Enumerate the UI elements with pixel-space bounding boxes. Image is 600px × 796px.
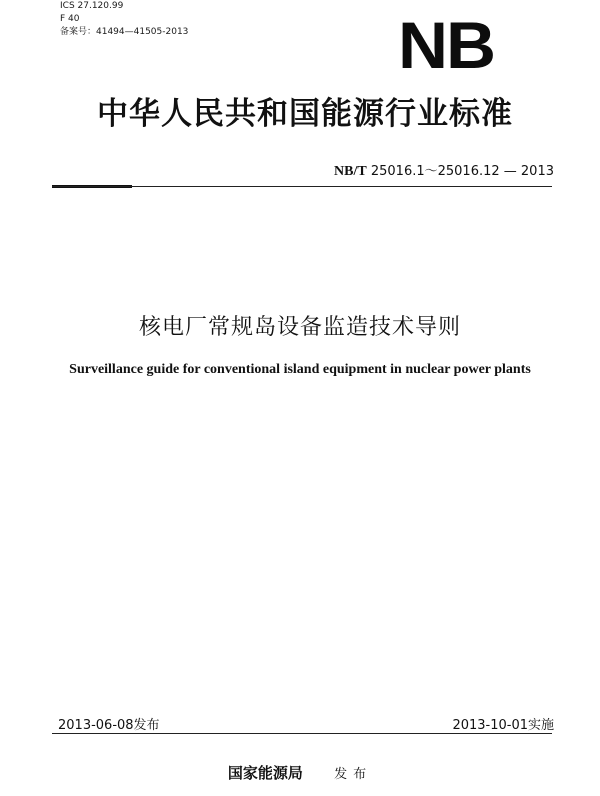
publisher-action: 发布 [334,767,373,782]
document-title-en: Surveillance guide for conventional island equipment in nuclear power plants [69,362,531,377]
classification-code: F 40 [60,14,80,24]
record-number: 备案号：41494—41505-2013 [60,27,189,37]
effective-date: 2013-10-01实施 [452,718,554,733]
publisher-line [0,762,600,783]
standard-code [334,160,554,180]
standard-title: 中华人民共和国能源行业标准 [97,96,513,132]
document-title-cn: 核电厂常规岛设备监造技术导则 [138,315,461,340]
issue-date: 2013-06-08发布 [58,718,160,733]
nb-logo: NB [398,8,494,82]
footer-rule [52,733,552,734]
publisher-name: 国家能源局 [227,764,303,782]
standard-code-range: 25016.1～25016.12 — 2013 [370,164,554,179]
standard-code-prefix: NB/T [334,164,367,179]
header-rule [52,186,552,187]
ics-code: ICS 27.120.99 [60,1,124,11]
document-metadata [60,0,188,39]
